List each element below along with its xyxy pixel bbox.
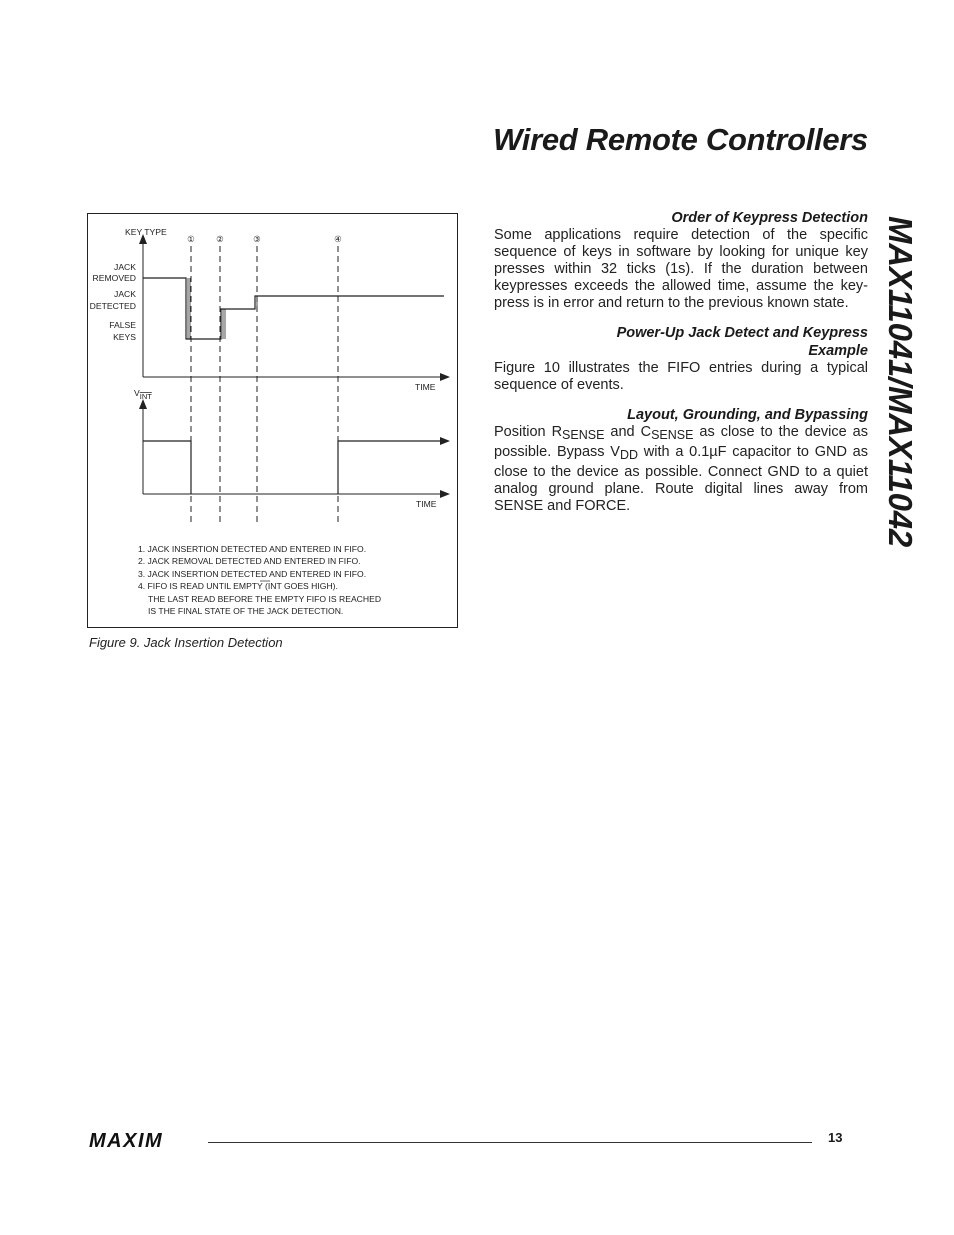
heading-power-up-line-2: Example	[808, 343, 868, 359]
jack-removed-label-1: JACK	[114, 262, 136, 272]
heading-order-of-keypress: Order of Keypress Detection	[671, 210, 868, 226]
upper-x-arrow	[440, 373, 450, 381]
time-label-bottom: TIME	[416, 499, 437, 509]
marker-4: ④	[334, 234, 342, 244]
vint-waveform-return	[338, 441, 443, 494]
vint-arrow	[440, 437, 450, 445]
maxim-logo-mark	[89, 1130, 201, 1150]
layout-text-1: Position R	[494, 424, 563, 440]
note-4: 4. FIFO IS READ UNTIL EMPTY (INT GOES HIGH).	[138, 581, 338, 591]
maxim-logo-text: MAXIM	[89, 1130, 164, 1150]
body-power-up-jack-detect: Figure 10 illustrates the FIFO entries during a typical sequence of events.	[494, 360, 868, 393]
marker-3: ③	[253, 234, 261, 244]
side-part-number-title: MAX11041/MAX11042	[882, 216, 919, 548]
page-number: 13	[828, 1130, 843, 1145]
layout-text-2: and C	[604, 424, 652, 440]
maxim-logo	[89, 1130, 201, 1155]
lower-x-arrow	[440, 490, 450, 498]
figure-caption: Figure 9. Jack Insertion Detection	[89, 635, 283, 650]
vint-label-sub: INT	[139, 392, 152, 401]
vint-label	[134, 388, 152, 401]
timing-diagram	[88, 214, 457, 627]
time-label-top: TIME	[415, 382, 436, 392]
figure-jack-insertion-detection	[87, 213, 458, 628]
heading-layout-grounding: Layout, Grounding, and Bypassing	[627, 407, 868, 423]
body-layout-grounding	[494, 424, 868, 515]
rsense-subscript: SENSE	[562, 428, 605, 442]
note-1: 1. JACK INSERTION DETECTED AND ENTERED IN FIFO.	[138, 544, 367, 554]
jack-detected-label-1: JACK	[114, 289, 136, 299]
key-type-label: KEY TYPE	[125, 227, 167, 237]
note-3: 3. JACK INSERTION DETECTED AND ENTERED IN FIFO.	[138, 569, 367, 579]
csense-subscript: SENSE	[651, 428, 694, 442]
marker-1: ①	[187, 234, 195, 244]
layout-text-3: as close to the device as possible. Bypass V	[494, 424, 868, 460]
heading-power-up-jack-detect	[494, 324, 868, 360]
vdd-subscript: DD	[619, 448, 639, 462]
jack-removed-label-2: REMOVED	[92, 273, 136, 283]
text-column	[494, 209, 868, 527]
body-order-of-keypress: Some applications require detection of the specific sequence of keys in software by looking for unique key presses within 32 ticks (1s). If the duration between keypresses exceeds the allowed time, assume the key-press is in error and return to the previous known state.	[494, 227, 868, 311]
note-2: 2. JACK REMOVAL DETECTED AND ENTERED IN FIFO.	[138, 556, 361, 566]
marker-2: ②	[216, 234, 224, 244]
heading-power-up-line-1: Power-Up Jack Detect and Keypress	[616, 325, 868, 341]
false-keys-label-2: KEYS	[113, 332, 136, 342]
note-6: IS THE FINAL STATE OF THE JACK DETECTION.	[148, 606, 344, 616]
note-5: THE LAST READ BEFORE THE EMPTY FIFO IS REACHED	[148, 594, 382, 604]
vint-waveform-high	[143, 441, 191, 494]
layout-text-4: with a 0.1µF capacitor to GND as close to the device as possible. Connect GND to a quiet analog ground plane. Route digital lines away from SENSE and FORCE.	[494, 444, 868, 514]
page-title: Wired Remote Controllers	[493, 122, 868, 157]
false-keys-label-1: FALSE	[109, 320, 136, 330]
footer-rule	[208, 1142, 812, 1143]
jack-detected-label-2: DETECTED	[89, 301, 136, 311]
vint-label-v: V	[134, 388, 140, 398]
